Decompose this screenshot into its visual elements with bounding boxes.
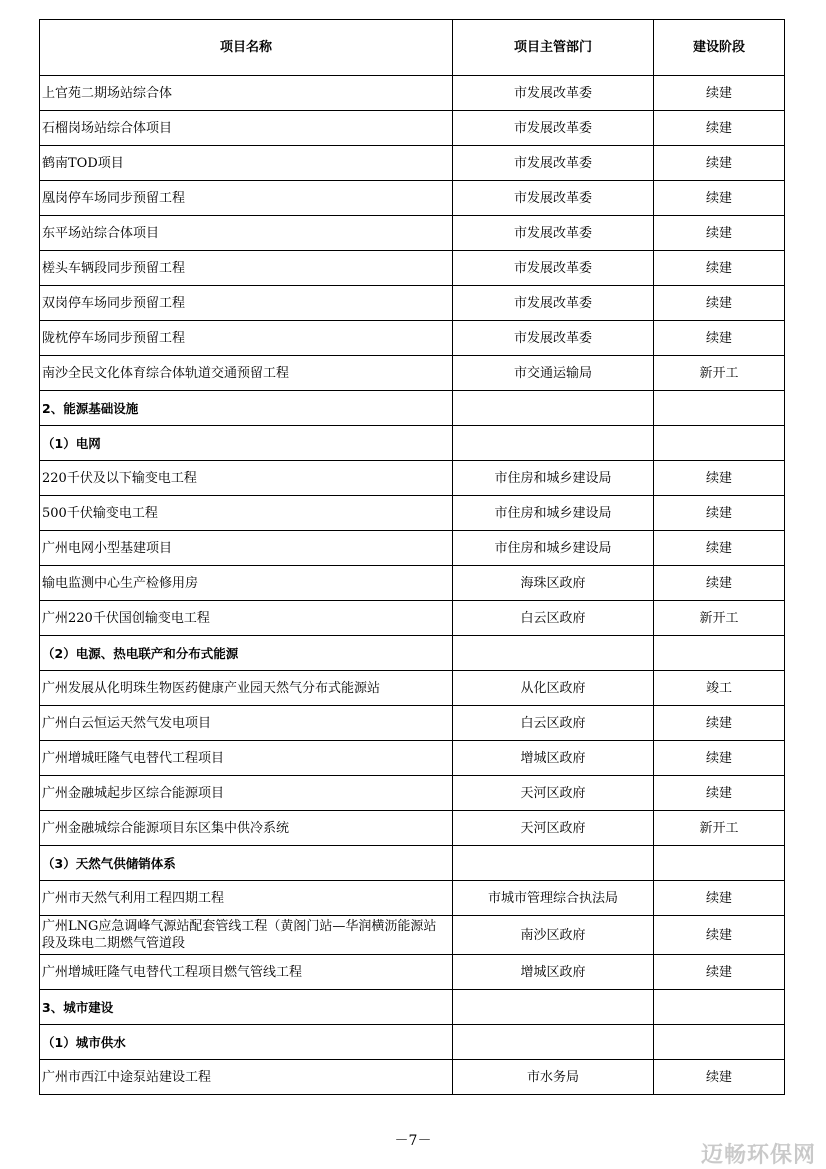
stage: 续建 [654,496,785,531]
stage: 续建 [654,881,785,916]
table-row [40,955,785,990]
project-name: 广州增城旺隆气电替代工程项目 [40,741,453,776]
department: 市发展改革委 [453,321,654,356]
stage: 新开工 [654,601,785,636]
table-row [40,811,785,846]
section-title: 2、能源基础设施 [40,391,453,426]
table-header-row [40,20,785,76]
table-row [40,286,785,321]
project-name: 广州电网小型基建项目 [40,531,453,566]
department: 天河区政府 [453,776,654,811]
stage: 续建 [654,321,785,356]
department: 市发展改革委 [453,286,654,321]
project-name: 广州市天然气利用工程四期工程 [40,881,453,916]
stage: 续建 [654,566,785,601]
project-name: 广州市西江中途泵站建设工程 [40,1060,453,1095]
table-row [40,531,785,566]
table-row [40,741,785,776]
project-name: 广州发展从化明珠生物医药健康产业园天然气分布式能源站 [40,671,453,706]
department: 天河区政府 [453,811,654,846]
project-name: 鹤南TOD项目 [40,146,453,181]
table-row [40,356,785,391]
stage: 续建 [654,146,785,181]
section-row [40,990,785,1025]
stage [654,846,785,881]
department [453,846,654,881]
header-department: 项目主管部门 [453,20,654,76]
department: 市发展改革委 [453,111,654,146]
department: 市水务局 [453,1060,654,1095]
project-name: 输电监测中心生产检修用房 [40,566,453,601]
stage: 续建 [654,741,785,776]
table-row [40,566,785,601]
department: 市交通运输局 [453,356,654,391]
section-title: （3）天然气供储销体系 [40,846,453,881]
project-name: 石榴岗场站综合体项目 [40,111,453,146]
section-title: （1）电网 [40,426,453,461]
stage: 续建 [654,955,785,990]
stage: 续建 [654,76,785,111]
stage [654,990,785,1025]
stage [654,426,785,461]
department: 市发展改革委 [453,216,654,251]
table-row [40,706,785,741]
department: 市住房和城乡建设局 [453,461,654,496]
stage: 续建 [654,531,785,566]
department [453,426,654,461]
department: 海珠区政府 [453,566,654,601]
table-row [40,496,785,531]
stage: 续建 [654,916,785,955]
department [453,391,654,426]
table-row [40,461,785,496]
department: 市发展改革委 [453,181,654,216]
header-project-name: 项目名称 [40,20,453,76]
stage: 续建 [654,706,785,741]
section-title: （1）城市供水 [40,1025,453,1060]
table-row [40,916,785,955]
section-row [40,391,785,426]
stage: 续建 [654,776,785,811]
header-stage: 建设阶段 [654,20,785,76]
project-name: 广州LNG应急调峰气源站配套管线工程（黄阁门站—华润横沥能源站段及珠电二期燃气管道段 [40,916,453,955]
stage: 续建 [654,216,785,251]
project-table [39,19,785,1095]
department: 南沙区政府 [453,916,654,955]
stage [654,391,785,426]
project-name: 广州白云恒运天然气发电项目 [40,706,453,741]
table-row [40,216,785,251]
stage: 续建 [654,1060,785,1095]
stage: 续建 [654,286,785,321]
section-row [40,1025,785,1060]
table-row [40,1060,785,1095]
project-name: 上官苑二期场站综合体 [40,76,453,111]
table-row [40,111,785,146]
department: 白云区政府 [453,706,654,741]
watermark-logo-text: 迈畅环保网 [700,1143,816,1168]
table-row [40,146,785,181]
department [453,990,654,1025]
department: 市发展改革委 [453,251,654,286]
table-row [40,321,785,356]
project-name: 广州金融城起步区综合能源项目 [40,776,453,811]
page-number: －7－ [394,1133,432,1149]
project-name: 凰岗停车场同步预留工程 [40,181,453,216]
project-name: 槎头车辆段同步预留工程 [40,251,453,286]
project-name: 广州金融城综合能源项目东区集中供冷系统 [40,811,453,846]
department: 市发展改革委 [453,76,654,111]
stage: 竣工 [654,671,785,706]
table-row [40,251,785,286]
stage [654,1025,785,1060]
project-name: 广州增城旺隆气电替代工程项目燃气管线工程 [40,955,453,990]
department [453,1025,654,1060]
table-row [40,671,785,706]
department: 市城市管理综合执法局 [453,881,654,916]
section-row [40,636,785,671]
table-row [40,76,785,111]
section-title: （2）电源、热电联产和分布式能源 [40,636,453,671]
stage: 新开工 [654,356,785,391]
stage: 续建 [654,181,785,216]
section-row [40,846,785,881]
table-row [40,776,785,811]
department: 市发展改革委 [453,146,654,181]
department: 市住房和城乡建设局 [453,496,654,531]
project-name: 广州220千伏国创输变电工程 [40,601,453,636]
table-row [40,881,785,916]
project-name: 东平场站综合体项目 [40,216,453,251]
department: 市住房和城乡建设局 [453,531,654,566]
stage [654,636,785,671]
department: 从化区政府 [453,671,654,706]
department: 增城区政府 [453,741,654,776]
project-name: 双岗停车场同步预留工程 [40,286,453,321]
department [453,636,654,671]
table-row [40,181,785,216]
table-row [40,601,785,636]
stage: 续建 [654,251,785,286]
section-row [40,426,785,461]
project-name: 220千伏及以下输变电工程 [40,461,453,496]
project-name: 500千伏输变电工程 [40,496,453,531]
section-title: 3、城市建设 [40,990,453,1025]
stage: 续建 [654,111,785,146]
project-name: 陇枕停车场同步预留工程 [40,321,453,356]
stage: 续建 [654,461,785,496]
stage: 新开工 [654,811,785,846]
department: 增城区政府 [453,955,654,990]
department: 白云区政府 [453,601,654,636]
project-name: 南沙全民文化体育综合体轨道交通预留工程 [40,356,453,391]
